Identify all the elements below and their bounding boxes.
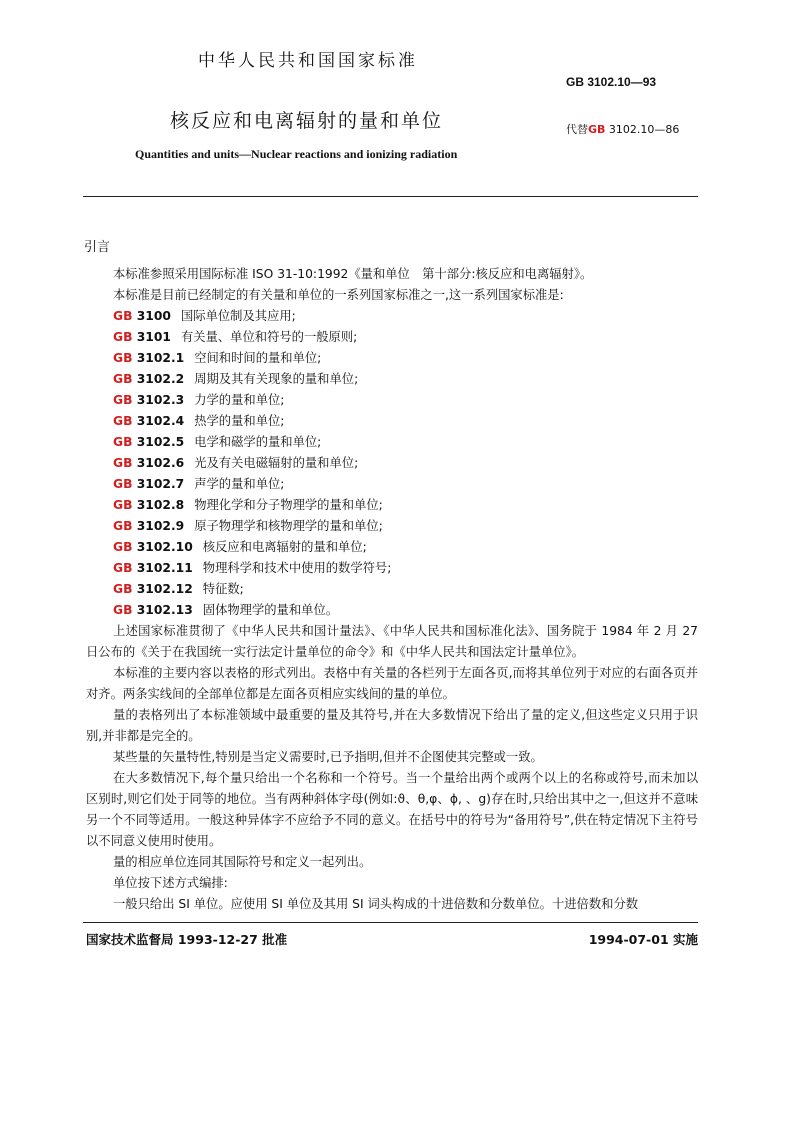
paragraph: 本标准参照采用国际标准 ISO 31-10:1992《量和单位 第十部分:核反应和电离辐射》。 (113, 267, 593, 281)
standard-code (113, 582, 193, 596)
standard-number: 3102.7 (136, 477, 185, 491)
list-item (86, 453, 698, 474)
national-standard-heading: 中华人民共和国国家标准 (198, 51, 418, 71)
standard-title: 光及有关电磁辐射的量和单位; (194, 456, 359, 470)
standard-code (113, 456, 184, 470)
standard-number: 3102.1 (136, 351, 185, 365)
standard-title: 有关量、单位和符号的一般原则; (180, 330, 358, 344)
gb-prefix: GB (113, 603, 133, 617)
list-item (86, 327, 698, 348)
standard-number: 3102.3 (136, 393, 185, 407)
paragraph: 本标准的主要内容以表格的形式列出。表格中有关量的各栏列于左面各页,而将其单位列于对应的右面各页并对齐。两条实线间的全部单位都是左面各页相应实线间的量的单位。 (86, 666, 698, 701)
standard-number: GB 3102.10—93 (566, 75, 657, 89)
standard-code (113, 540, 193, 554)
effective-date: 1994-07-01 实施 (588, 932, 698, 947)
standard-title: 核反应和电离辐射的量和单位; (202, 540, 367, 554)
gb-prefix: GB (113, 540, 133, 554)
gb-prefix: GB (113, 519, 133, 533)
paragraph: 单位按下述方式编排: (113, 876, 228, 890)
replaces-gb: GB (588, 123, 606, 136)
paragraph: 一般只给出 SI 单位。应使用 SI 单位及其用 SI 词头构成的十进倍数和分数单位。十进倍数和分数 (113, 897, 639, 911)
list-item (86, 411, 698, 432)
gb-prefix: GB (113, 414, 133, 428)
standard-title: 周期及其有关现象的量和单位; (194, 372, 359, 386)
standard-title: 物理化学和分子物理学的量和单位; (194, 498, 383, 512)
paragraph: 在大多数情况下,每个量只给出一个名称和一个符号。当一个量给出两个或两个以上的名称或符号,而未加以区别时,则它们处于同等的地位。当有两种斜体字母(例如:ϑ、θ,φ、ϕ, 、g)存在时,只给出其中之一,但这并不意味另一个不同等适用。一般这种异体字不应给予不同的意义。在括号中的符号为“备用符号”,供在特定情况下主符号以不同意义使用时使用。 (86, 771, 698, 848)
standard-code (113, 330, 171, 344)
paragraph: 某些量的矢量特性,特别是当定义需要时,已予指明,但并不企图使其完整或一致。 (113, 750, 543, 764)
standard-title: 声学的量和单位; (194, 477, 285, 491)
gb-prefix: GB (113, 582, 133, 596)
standard-title: 电学和磁学的量和单位; (194, 435, 322, 449)
standard-code (113, 561, 193, 575)
standard-code (113, 309, 171, 323)
standard-number: 3100 (136, 309, 171, 323)
standard-code (113, 498, 184, 512)
standard-title: 热学的量和单位; (194, 414, 285, 428)
paragraph: 上述国家标准贯彻了《中华人民共和国计量法》、《中华人民共和国标准化法》、国务院于 1984 年 2 月 27 日公布的《关于在我国统一实行法定计量单位的命令》和《中华人民共和国法定计量单位》。 (86, 624, 698, 659)
standard-code (113, 414, 184, 428)
gb-prefix: GB (113, 351, 133, 365)
list-item (86, 537, 698, 558)
list-item (86, 306, 698, 327)
list-item (86, 474, 698, 495)
standard-number: 3102.6 (136, 456, 185, 470)
list-item (86, 516, 698, 537)
list-item (86, 348, 698, 369)
standards-list (86, 306, 698, 621)
standard-number: 3102.9 (136, 519, 185, 533)
approval-date: 国家技术监督局 1993-12-27 批准 (86, 932, 288, 947)
standard-code (113, 477, 184, 491)
standard-code (113, 351, 184, 365)
gb-prefix: GB (113, 435, 133, 449)
standard-number: 3102.11 (136, 561, 193, 575)
replaces-prefix: 代替 (566, 123, 588, 136)
list-item (86, 600, 698, 621)
standard-number: 3102.5 (136, 435, 185, 449)
footer-divider (83, 922, 698, 923)
standard-title: 特征数; (202, 582, 244, 596)
standard-number: 3102.13 (136, 603, 193, 617)
standard-number: 3102.4 (136, 414, 185, 428)
gb-prefix: GB (113, 330, 133, 344)
standard-title: 固体物理学的量和单位。 (202, 603, 339, 617)
list-item (86, 432, 698, 453)
standard-code (113, 519, 184, 533)
standard-title: 物理科学和技术中使用的数学符号; (202, 561, 392, 575)
body-text (86, 264, 698, 915)
standard-title: 空间和时间的量和单位; (194, 351, 322, 365)
standard-number: 3101 (136, 330, 171, 344)
standard-number: 3102.12 (136, 582, 193, 596)
standard-code (113, 393, 184, 407)
standard-number: 3102.8 (136, 498, 185, 512)
list-item (86, 558, 698, 579)
standard-title: 国际单位制及其应用; (180, 309, 296, 323)
standard-number: 3102.10 (136, 540, 193, 554)
standard-code (113, 603, 193, 617)
list-item (86, 579, 698, 600)
replaces-standard (566, 121, 679, 137)
replaces-number: 3102.10—86 (605, 123, 680, 136)
standard-code (113, 435, 184, 449)
standard-code (113, 372, 184, 386)
paragraph: 本标准是目前已经制定的有关量和单位的一系列国家标准之一,这一系列国家标准是: (113, 288, 564, 302)
list-item (86, 369, 698, 390)
gb-prefix: GB (113, 477, 133, 491)
gb-prefix: GB (113, 309, 133, 323)
standard-title: 原子物理学和核物理学的量和单位; (194, 519, 383, 533)
document-title-en: Quantities and units—Nuclear reactions and ionizing radiation (135, 147, 458, 161)
paragraph: 量的表格列出了本标准领域中最重要的量及其符号,并在大多数情况下给出了量的定义,但这些定义只用于识别,并非都是完全的。 (86, 708, 698, 743)
paragraph: 量的相应单位连同其国际符号和定义一起列出。 (113, 855, 372, 869)
standard-title: 力学的量和单位; (194, 393, 285, 407)
gb-prefix: GB (113, 498, 133, 512)
gb-prefix: GB (113, 561, 133, 575)
gb-prefix: GB (113, 372, 133, 386)
document-title-cn: 核反应和电离辐射的量和单位 (170, 110, 444, 132)
list-item (86, 495, 698, 516)
list-item (86, 390, 698, 411)
section-heading: 引言 (84, 240, 111, 255)
standard-number: 3102.2 (136, 372, 185, 386)
gb-prefix: GB (113, 456, 133, 470)
gb-prefix: GB (113, 393, 133, 407)
header-divider (83, 196, 698, 197)
